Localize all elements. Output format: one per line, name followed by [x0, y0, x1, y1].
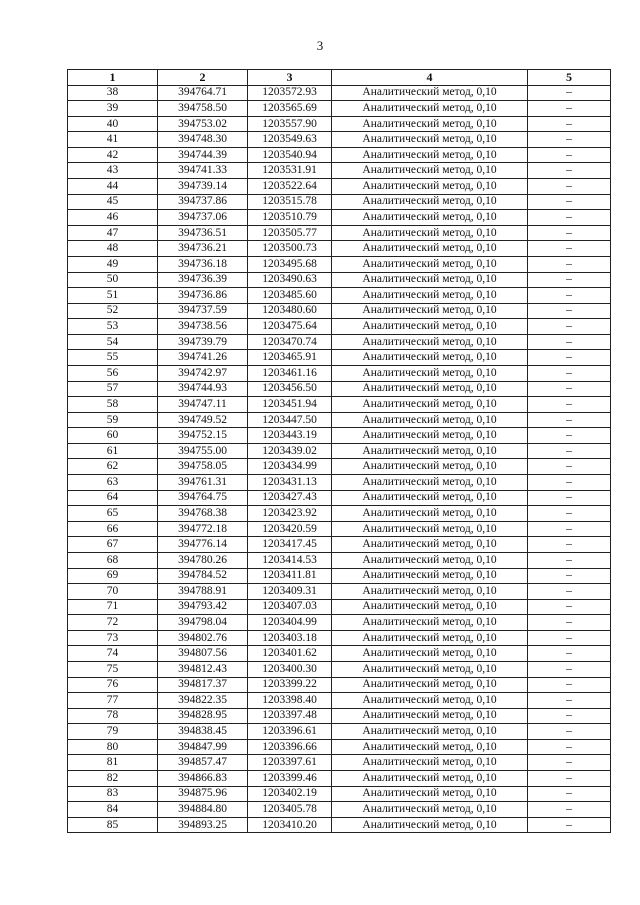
table-row: [68, 225, 611, 241]
note-cell: –: [528, 272, 611, 288]
method-cell: Аналитический метод, 0,10: [332, 319, 528, 335]
table-row: [68, 521, 611, 537]
x-coordinate-cell: 394893.25: [158, 817, 248, 833]
method-cell: Аналитический метод, 0,10: [332, 101, 528, 117]
y-coordinate-cell: 1203485.60: [248, 288, 332, 304]
x-coordinate-cell: 394857.47: [158, 755, 248, 771]
method-cell: Аналитический метод, 0,10: [332, 288, 528, 304]
column-header-2: 2: [158, 70, 248, 86]
y-coordinate-cell: 1203475.64: [248, 319, 332, 335]
x-coordinate-cell: 394737.59: [158, 303, 248, 319]
y-coordinate-cell: 1203447.50: [248, 412, 332, 428]
method-cell: Аналитический метод, 0,10: [332, 334, 528, 350]
y-coordinate-cell: 1203451.94: [248, 397, 332, 413]
note-cell: –: [528, 661, 611, 677]
x-coordinate-cell: 394788.91: [158, 584, 248, 600]
x-coordinate-cell: 394838.45: [158, 724, 248, 740]
y-coordinate-cell: 1203490.63: [248, 272, 332, 288]
table-row: [68, 397, 611, 413]
table-row: [68, 194, 611, 210]
point-number-cell: 72: [68, 615, 158, 631]
point-number-cell: 63: [68, 475, 158, 491]
x-coordinate-cell: 394747.11: [158, 397, 248, 413]
table-header-row: [68, 70, 611, 86]
point-number-cell: 55: [68, 350, 158, 366]
table-row: [68, 755, 611, 771]
note-cell: –: [528, 552, 611, 568]
y-coordinate-cell: 1203500.73: [248, 241, 332, 257]
y-coordinate-cell: 1203549.63: [248, 132, 332, 148]
table-row: [68, 552, 611, 568]
note-cell: –: [528, 506, 611, 522]
method-cell: Аналитический метод, 0,10: [332, 568, 528, 584]
x-coordinate-cell: 394784.52: [158, 568, 248, 584]
x-coordinate-cell: 394802.76: [158, 630, 248, 646]
x-coordinate-cell: 394737.86: [158, 194, 248, 210]
point-number-cell: 73: [68, 630, 158, 646]
point-number-cell: 45: [68, 194, 158, 210]
point-number-cell: 70: [68, 584, 158, 600]
y-coordinate-cell: 1203397.48: [248, 708, 332, 724]
method-cell: Аналитический метод, 0,10: [332, 210, 528, 226]
table-row: [68, 101, 611, 117]
method-cell: Аналитический метод, 0,10: [332, 708, 528, 724]
table-row: [68, 210, 611, 226]
note-cell: –: [528, 475, 611, 491]
note-cell: –: [528, 256, 611, 272]
note-cell: –: [528, 443, 611, 459]
point-number-cell: 51: [68, 288, 158, 304]
point-number-cell: 54: [68, 334, 158, 350]
note-cell: –: [528, 365, 611, 381]
table-row: [68, 350, 611, 366]
method-cell: Аналитический метод, 0,10: [332, 521, 528, 537]
y-coordinate-cell: 1203443.19: [248, 428, 332, 444]
note-cell: –: [528, 428, 611, 444]
point-number-cell: 68: [68, 552, 158, 568]
note-cell: –: [528, 147, 611, 163]
table-row: [68, 490, 611, 506]
x-coordinate-cell: 394736.21: [158, 241, 248, 257]
method-cell: Аналитический метод, 0,10: [332, 724, 528, 740]
y-coordinate-cell: 1203414.53: [248, 552, 332, 568]
table-row: [68, 459, 611, 475]
note-cell: –: [528, 132, 611, 148]
y-coordinate-cell: 1203431.13: [248, 475, 332, 491]
x-coordinate-cell: 394764.75: [158, 490, 248, 506]
x-coordinate-cell: 394793.42: [158, 599, 248, 615]
table-row: [68, 708, 611, 724]
x-coordinate-cell: 394753.02: [158, 116, 248, 132]
method-cell: Аналитический метод, 0,10: [332, 475, 528, 491]
note-cell: –: [528, 739, 611, 755]
table-row: [68, 506, 611, 522]
point-number-cell: 76: [68, 677, 158, 693]
method-cell: Аналитический метод, 0,10: [332, 459, 528, 475]
y-coordinate-cell: 1203470.74: [248, 334, 332, 350]
table-row: [68, 537, 611, 553]
method-cell: Аналитический метод, 0,10: [332, 599, 528, 615]
point-number-cell: 79: [68, 724, 158, 740]
note-cell: –: [528, 194, 611, 210]
y-coordinate-cell: 1203465.91: [248, 350, 332, 366]
y-coordinate-cell: 1203495.68: [248, 256, 332, 272]
y-coordinate-cell: 1203404.99: [248, 615, 332, 631]
point-number-cell: 58: [68, 397, 158, 413]
method-cell: Аналитический метод, 0,10: [332, 85, 528, 101]
method-cell: Аналитический метод, 0,10: [332, 552, 528, 568]
note-cell: –: [528, 397, 611, 413]
note-cell: –: [528, 210, 611, 226]
point-number-cell: 50: [68, 272, 158, 288]
method-cell: Аналитический метод, 0,10: [332, 677, 528, 693]
point-number-cell: 71: [68, 599, 158, 615]
point-number-cell: 64: [68, 490, 158, 506]
x-coordinate-cell: 394884.80: [158, 802, 248, 818]
x-coordinate-cell: 394738.56: [158, 319, 248, 335]
table-row: [68, 599, 611, 615]
method-cell: Аналитический метод, 0,10: [332, 584, 528, 600]
table-row: [68, 85, 611, 101]
x-coordinate-cell: 394828.95: [158, 708, 248, 724]
y-coordinate-cell: 1203400.30: [248, 661, 332, 677]
point-number-cell: 47: [68, 225, 158, 241]
method-cell: Аналитический метод, 0,10: [332, 771, 528, 787]
x-coordinate-cell: 394744.39: [158, 147, 248, 163]
table-row: [68, 677, 611, 693]
point-number-cell: 82: [68, 771, 158, 787]
note-cell: –: [528, 630, 611, 646]
point-number-cell: 60: [68, 428, 158, 444]
x-coordinate-cell: 394741.26: [158, 350, 248, 366]
point-number-cell: 78: [68, 708, 158, 724]
table-row: [68, 584, 611, 600]
y-coordinate-cell: 1203540.94: [248, 147, 332, 163]
y-coordinate-cell: 1203397.61: [248, 755, 332, 771]
method-cell: Аналитический метод, 0,10: [332, 739, 528, 755]
point-number-cell: 44: [68, 179, 158, 195]
table-row: [68, 334, 611, 350]
note-cell: –: [528, 459, 611, 475]
x-coordinate-cell: 394736.18: [158, 256, 248, 272]
table-row: [68, 771, 611, 787]
x-coordinate-cell: 394847.99: [158, 739, 248, 755]
x-coordinate-cell: 394776.14: [158, 537, 248, 553]
y-coordinate-cell: 1203396.66: [248, 739, 332, 755]
note-cell: –: [528, 412, 611, 428]
point-number-cell: 46: [68, 210, 158, 226]
x-coordinate-cell: 394758.50: [158, 101, 248, 117]
note-cell: –: [528, 584, 611, 600]
x-coordinate-cell: 394807.56: [158, 646, 248, 662]
method-cell: Аналитический метод, 0,10: [332, 786, 528, 802]
method-cell: Аналитический метод, 0,10: [332, 506, 528, 522]
table-row: [68, 132, 611, 148]
note-cell: –: [528, 615, 611, 631]
point-number-cell: 65: [68, 506, 158, 522]
point-number-cell: 77: [68, 693, 158, 709]
point-number-cell: 39: [68, 101, 158, 117]
method-cell: Аналитический метод, 0,10: [332, 116, 528, 132]
table-row: [68, 256, 611, 272]
table-row: [68, 568, 611, 584]
point-number-cell: 66: [68, 521, 158, 537]
x-coordinate-cell: 394749.52: [158, 412, 248, 428]
y-coordinate-cell: 1203401.62: [248, 646, 332, 662]
table-row: [68, 288, 611, 304]
note-cell: –: [528, 85, 611, 101]
x-coordinate-cell: 394736.51: [158, 225, 248, 241]
y-coordinate-cell: 1203399.46: [248, 771, 332, 787]
y-coordinate-cell: 1203417.45: [248, 537, 332, 553]
method-cell: Аналитический метод, 0,10: [332, 397, 528, 413]
x-coordinate-cell: 394822.35: [158, 693, 248, 709]
y-coordinate-cell: 1203515.78: [248, 194, 332, 210]
method-cell: Аналитический метод, 0,10: [332, 802, 528, 818]
note-cell: –: [528, 537, 611, 553]
table-row: [68, 630, 611, 646]
method-cell: Аналитический метод, 0,10: [332, 350, 528, 366]
note-cell: –: [528, 381, 611, 397]
y-coordinate-cell: 1203409.31: [248, 584, 332, 600]
point-number-cell: 74: [68, 646, 158, 662]
column-header-3: 3: [248, 70, 332, 86]
y-coordinate-cell: 1203420.59: [248, 521, 332, 537]
method-cell: Аналитический метод, 0,10: [332, 630, 528, 646]
note-cell: –: [528, 817, 611, 833]
y-coordinate-cell: 1203405.78: [248, 802, 332, 818]
table-row: [68, 163, 611, 179]
point-number-cell: 56: [68, 365, 158, 381]
note-cell: –: [528, 116, 611, 132]
y-coordinate-cell: 1203399.22: [248, 677, 332, 693]
table-row: [68, 802, 611, 818]
method-cell: Аналитический метод, 0,10: [332, 428, 528, 444]
table-row: [68, 724, 611, 740]
x-coordinate-cell: 394748.30: [158, 132, 248, 148]
point-number-cell: 59: [68, 412, 158, 428]
y-coordinate-cell: 1203572.93: [248, 85, 332, 101]
table-row: [68, 817, 611, 833]
y-coordinate-cell: 1203398.40: [248, 693, 332, 709]
method-cell: Аналитический метод, 0,10: [332, 256, 528, 272]
method-cell: Аналитический метод, 0,10: [332, 755, 528, 771]
table-row: [68, 693, 611, 709]
method-cell: Аналитический метод, 0,10: [332, 179, 528, 195]
note-cell: –: [528, 319, 611, 335]
point-number-cell: 81: [68, 755, 158, 771]
method-cell: Аналитический метод, 0,10: [332, 381, 528, 397]
x-coordinate-cell: 394758.05: [158, 459, 248, 475]
point-number-cell: 83: [68, 786, 158, 802]
x-coordinate-cell: 394752.15: [158, 428, 248, 444]
x-coordinate-cell: 394866.83: [158, 771, 248, 787]
point-number-cell: 61: [68, 443, 158, 459]
y-coordinate-cell: 1203427.43: [248, 490, 332, 506]
y-coordinate-cell: 1203505.77: [248, 225, 332, 241]
point-number-cell: 85: [68, 817, 158, 833]
table-row: [68, 443, 611, 459]
column-header-1: 1: [68, 70, 158, 86]
x-coordinate-cell: 394761.31: [158, 475, 248, 491]
table-row: [68, 319, 611, 335]
table-body: [68, 85, 611, 833]
y-coordinate-cell: 1203403.18: [248, 630, 332, 646]
method-cell: Аналитический метод, 0,10: [332, 693, 528, 709]
note-cell: –: [528, 241, 611, 257]
table-row: [68, 475, 611, 491]
x-coordinate-cell: 394768.38: [158, 506, 248, 522]
x-coordinate-cell: 394780.26: [158, 552, 248, 568]
y-coordinate-cell: 1203411.81: [248, 568, 332, 584]
table-row: [68, 786, 611, 802]
x-coordinate-cell: 394817.37: [158, 677, 248, 693]
note-cell: –: [528, 179, 611, 195]
point-number-cell: 84: [68, 802, 158, 818]
table-row: [68, 381, 611, 397]
x-coordinate-cell: 394812.43: [158, 661, 248, 677]
note-cell: –: [528, 225, 611, 241]
method-cell: Аналитический метод, 0,10: [332, 615, 528, 631]
point-number-cell: 69: [68, 568, 158, 584]
method-cell: Аналитический метод, 0,10: [332, 365, 528, 381]
x-coordinate-cell: 394736.86: [158, 288, 248, 304]
note-cell: –: [528, 521, 611, 537]
x-coordinate-cell: 394742.97: [158, 365, 248, 381]
coordinates-table: [67, 69, 611, 833]
method-cell: Аналитический метод, 0,10: [332, 412, 528, 428]
note-cell: –: [528, 334, 611, 350]
table-row: [68, 646, 611, 662]
note-cell: –: [528, 786, 611, 802]
point-number-cell: 75: [68, 661, 158, 677]
table-row: [68, 615, 611, 631]
table-row: [68, 412, 611, 428]
method-cell: Аналитический метод, 0,10: [332, 163, 528, 179]
point-number-cell: 62: [68, 459, 158, 475]
y-coordinate-cell: 1203423.92: [248, 506, 332, 522]
table-row: [68, 116, 611, 132]
column-header-5: 5: [528, 70, 611, 86]
point-number-cell: 57: [68, 381, 158, 397]
method-cell: Аналитический метод, 0,10: [332, 537, 528, 553]
table-row: [68, 739, 611, 755]
point-number-cell: 67: [68, 537, 158, 553]
x-coordinate-cell: 394798.04: [158, 615, 248, 631]
x-coordinate-cell: 394741.33: [158, 163, 248, 179]
table-row: [68, 147, 611, 163]
y-coordinate-cell: 1203410.20: [248, 817, 332, 833]
y-coordinate-cell: 1203402.19: [248, 786, 332, 802]
method-cell: Аналитический метод, 0,10: [332, 490, 528, 506]
y-coordinate-cell: 1203456.50: [248, 381, 332, 397]
column-header-4: 4: [332, 70, 528, 86]
note-cell: –: [528, 802, 611, 818]
note-cell: –: [528, 677, 611, 693]
point-number-cell: 52: [68, 303, 158, 319]
point-number-cell: 48: [68, 241, 158, 257]
y-coordinate-cell: 1203434.99: [248, 459, 332, 475]
x-coordinate-cell: 394739.79: [158, 334, 248, 350]
table-row: [68, 272, 611, 288]
note-cell: –: [528, 303, 611, 319]
note-cell: –: [528, 568, 611, 584]
note-cell: –: [528, 490, 611, 506]
point-number-cell: 38: [68, 85, 158, 101]
y-coordinate-cell: 1203557.90: [248, 116, 332, 132]
table-row: [68, 661, 611, 677]
x-coordinate-cell: 394736.39: [158, 272, 248, 288]
method-cell: Аналитический метод, 0,10: [332, 817, 528, 833]
x-coordinate-cell: 394875.96: [158, 786, 248, 802]
note-cell: –: [528, 708, 611, 724]
page-number: 3: [316, 38, 324, 53]
y-coordinate-cell: 1203461.16: [248, 365, 332, 381]
y-coordinate-cell: 1203522.64: [248, 179, 332, 195]
note-cell: –: [528, 693, 611, 709]
note-cell: –: [528, 771, 611, 787]
y-coordinate-cell: 1203396.61: [248, 724, 332, 740]
method-cell: Аналитический метод, 0,10: [332, 646, 528, 662]
table-row: [68, 241, 611, 257]
note-cell: –: [528, 288, 611, 304]
point-number-cell: 43: [68, 163, 158, 179]
x-coordinate-cell: 394764.71: [158, 85, 248, 101]
y-coordinate-cell: 1203565.69: [248, 101, 332, 117]
method-cell: Аналитический метод, 0,10: [332, 241, 528, 257]
point-number-cell: 42: [68, 147, 158, 163]
method-cell: Аналитический метод, 0,10: [332, 132, 528, 148]
note-cell: –: [528, 163, 611, 179]
table-row: [68, 365, 611, 381]
point-number-cell: 49: [68, 256, 158, 272]
y-coordinate-cell: 1203407.03: [248, 599, 332, 615]
table-row: [68, 428, 611, 444]
x-coordinate-cell: 394744.93: [158, 381, 248, 397]
y-coordinate-cell: 1203510.79: [248, 210, 332, 226]
table-row: [68, 303, 611, 319]
x-coordinate-cell: 394772.18: [158, 521, 248, 537]
note-cell: –: [528, 724, 611, 740]
x-coordinate-cell: 394739.14: [158, 179, 248, 195]
point-number-cell: 53: [68, 319, 158, 335]
y-coordinate-cell: 1203439.02: [248, 443, 332, 459]
method-cell: Аналитический метод, 0,10: [332, 194, 528, 210]
note-cell: –: [528, 646, 611, 662]
method-cell: Аналитический метод, 0,10: [332, 303, 528, 319]
point-number-cell: 80: [68, 739, 158, 755]
method-cell: Аналитический метод, 0,10: [332, 661, 528, 677]
method-cell: Аналитический метод, 0,10: [332, 225, 528, 241]
point-number-cell: 41: [68, 132, 158, 148]
table-row: [68, 179, 611, 195]
y-coordinate-cell: 1203480.60: [248, 303, 332, 319]
method-cell: Аналитический метод, 0,10: [332, 147, 528, 163]
x-coordinate-cell: 394755.00: [158, 443, 248, 459]
method-cell: Аналитический метод, 0,10: [332, 443, 528, 459]
note-cell: –: [528, 599, 611, 615]
note-cell: –: [528, 350, 611, 366]
note-cell: –: [528, 101, 611, 117]
x-coordinate-cell: 394737.06: [158, 210, 248, 226]
note-cell: –: [528, 755, 611, 771]
point-number-cell: 40: [68, 116, 158, 132]
y-coordinate-cell: 1203531.91: [248, 163, 332, 179]
method-cell: Аналитический метод, 0,10: [332, 272, 528, 288]
